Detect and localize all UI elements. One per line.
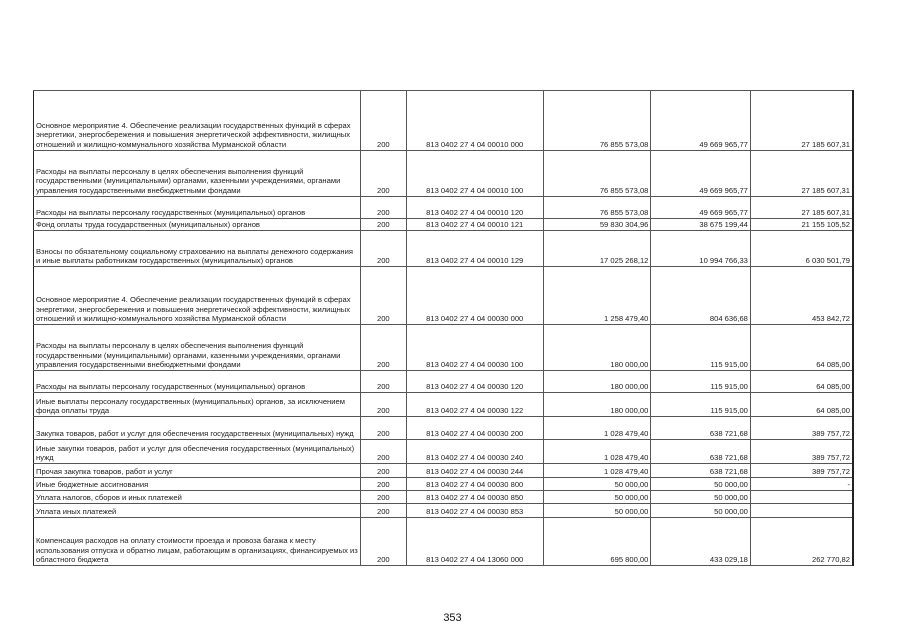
row-value-3 <box>750 491 853 504</box>
row-code: 200 <box>360 371 406 393</box>
row-kbk: 813 0402 27 4 04 00030 200 <box>406 417 543 440</box>
row-value-2: 38 675 199,44 <box>651 219 751 231</box>
row-value-3: 21 155 105,52 <box>750 219 853 231</box>
row-code: 200 <box>360 393 406 417</box>
row-value-2: 50 000,00 <box>651 491 751 504</box>
row-value-2: 50 000,00 <box>651 478 751 491</box>
row-value-1: 50 000,00 <box>543 504 651 518</box>
row-value-3: - <box>750 478 853 491</box>
row-kbk: 813 0402 27 4 04 13060 000 <box>406 518 543 566</box>
row-kbk: 813 0402 27 4 04 00030 240 <box>406 440 543 464</box>
row-name: Уплата налогов, сборов и иных платежей <box>34 491 361 504</box>
row-value-3: 64 085,00 <box>750 371 853 393</box>
row-name: Взносы по обязательному социальному страхованию на выплаты денежного содержания и иные выплаты работникам государственных (муниципальных) органов <box>34 231 361 267</box>
table-row <box>34 440 854 464</box>
table-row <box>34 518 854 566</box>
row-code: 200 <box>360 478 406 491</box>
row-code: 200 <box>360 325 406 371</box>
row-kbk: 813 0402 27 4 04 00010 129 <box>406 231 543 267</box>
row-value-3: 389 757,72 <box>750 417 853 440</box>
table-row <box>34 393 854 417</box>
row-value-3: 389 757,72 <box>750 464 853 478</box>
row-value-1: 76 855 573,08 <box>543 91 651 151</box>
row-name: Иные бюджетные ассигнования <box>34 478 361 491</box>
row-kbk: 813 0402 27 4 04 00030 000 <box>406 267 543 325</box>
row-value-1: 76 855 573,08 <box>543 151 651 197</box>
table-row <box>34 464 854 478</box>
row-name: Расходы на выплаты персоналу в целях обеспечения выполнения функций государственными (муниципальными) органами, казенными учреждениями, органами управления государственными внебюджетными фондами <box>34 325 361 371</box>
row-code: 200 <box>360 504 406 518</box>
row-name: Прочая закупка товаров, работ и услуг <box>34 464 361 478</box>
table-row <box>34 267 854 325</box>
row-name: Иные выплаты персоналу государственных (муниципальных) органов, за исключением фонда оплаты труда <box>34 393 361 417</box>
row-value-3: 262 770,82 <box>750 518 853 566</box>
row-code: 200 <box>360 197 406 219</box>
row-code: 200 <box>360 491 406 504</box>
row-value-2: 115 915,00 <box>651 393 751 417</box>
row-value-1: 695 800,00 <box>543 518 651 566</box>
row-name: Компенсация расходов на оплату стоимости проезда и провоза багажа к месту использования отпуска и обратно лицам, работающим в организациях, финансируемых из областного бюджета <box>34 518 361 566</box>
table-row <box>34 491 854 504</box>
row-code: 200 <box>360 267 406 325</box>
row-value-2: 638 721,68 <box>651 464 751 478</box>
row-kbk: 813 0402 27 4 04 00030 850 <box>406 491 543 504</box>
row-value-3: 27 185 607,31 <box>750 151 853 197</box>
table-row <box>34 231 854 267</box>
row-kbk: 813 0402 27 4 04 00010 100 <box>406 151 543 197</box>
table-row <box>34 219 854 231</box>
table-row <box>34 197 854 219</box>
row-value-3: 64 085,00 <box>750 393 853 417</box>
row-value-2: 115 915,00 <box>651 325 751 371</box>
page-number: 353 <box>443 612 462 624</box>
row-value-3: 389 757,72 <box>750 440 853 464</box>
row-name: Основное мероприятие 4. Обеспечение реализации государственных функций в сферах энергетики, энергосбережения и повышения энергетической эффективности, жилищных отношений и жилищно-коммунального хозяйства Мурманской области <box>34 91 361 151</box>
row-value-3: 27 185 607,31 <box>750 197 853 219</box>
table-row <box>34 417 854 440</box>
row-kbk: 813 0402 27 4 04 00030 800 <box>406 478 543 491</box>
row-kbk: 813 0402 27 4 04 00030 853 <box>406 504 543 518</box>
row-name: Иные закупки товаров, работ и услуг для обеспечения государственных (муниципальных) нужд <box>34 440 361 464</box>
row-value-2: 433 029,18 <box>651 518 751 566</box>
budget-table <box>33 90 854 566</box>
row-value-1: 76 855 573,08 <box>543 197 651 219</box>
table-row <box>34 325 854 371</box>
row-value-2: 49 669 965,77 <box>651 91 751 151</box>
row-value-1: 50 000,00 <box>543 491 651 504</box>
row-value-1: 1 258 479,40 <box>543 267 651 325</box>
row-value-3: 64 085,00 <box>750 325 853 371</box>
row-value-3 <box>750 504 853 518</box>
row-value-1: 1 028 479,40 <box>543 417 651 440</box>
table-row <box>34 91 854 151</box>
budget-table-body <box>34 91 854 566</box>
table-row <box>34 478 854 491</box>
row-value-2: 638 721,68 <box>651 440 751 464</box>
row-name: Фонд оплаты труда государственных (муниципальных) органов <box>34 219 361 231</box>
row-kbk: 813 0402 27 4 04 00030 122 <box>406 393 543 417</box>
row-value-1: 50 000,00 <box>543 478 651 491</box>
row-code: 200 <box>360 518 406 566</box>
row-value-3: 27 185 607,31 <box>750 91 853 151</box>
row-kbk: 813 0402 27 4 04 00030 120 <box>406 371 543 393</box>
row-kbk: 813 0402 27 4 04 00010 120 <box>406 197 543 219</box>
row-name: Расходы на выплаты персоналу в целях обеспечения выполнения функций государственными (муниципальными) органами, казенными учреждениями, органами управления государственными внебюджетными фондами <box>34 151 361 197</box>
row-name: Закупка товаров, работ и услуг для обеспечения государственных (муниципальных) нужд <box>34 417 361 440</box>
row-code: 200 <box>360 219 406 231</box>
row-code: 200 <box>360 231 406 267</box>
row-value-2: 10 994 766,33 <box>651 231 751 267</box>
table-row <box>34 151 854 197</box>
row-value-3: 453 842,72 <box>750 267 853 325</box>
row-value-1: 180 000,00 <box>543 325 651 371</box>
row-code: 200 <box>360 464 406 478</box>
table-row <box>34 504 854 518</box>
row-code: 200 <box>360 440 406 464</box>
row-value-3: 6 030 501,79 <box>750 231 853 267</box>
table-row <box>34 371 854 393</box>
row-value-2: 804 636,68 <box>651 267 751 325</box>
row-kbk: 813 0402 27 4 04 00010 121 <box>406 219 543 231</box>
row-code: 200 <box>360 151 406 197</box>
row-name: Расходы на выплаты персоналу государственных (муниципальных) органов <box>34 371 361 393</box>
row-value-1: 1 028 479,40 <box>543 440 651 464</box>
row-value-1: 59 830 304,96 <box>543 219 651 231</box>
row-code: 200 <box>360 417 406 440</box>
row-name: Расходы на выплаты персоналу государственных (муниципальных) органов <box>34 197 361 219</box>
row-value-2: 49 669 965,77 <box>651 151 751 197</box>
row-value-1: 180 000,00 <box>543 393 651 417</box>
row-value-2: 638 721,68 <box>651 417 751 440</box>
row-value-1: 17 025 268,12 <box>543 231 651 267</box>
row-value-2: 49 669 965,77 <box>651 197 751 219</box>
row-code: 200 <box>360 91 406 151</box>
row-value-2: 115 915,00 <box>651 371 751 393</box>
row-kbk: 813 0402 27 4 04 00030 100 <box>406 325 543 371</box>
row-value-1: 1 028 479,40 <box>543 464 651 478</box>
row-name: Основное мероприятие 4. Обеспечение реализации государственных функций в сферах энергетики, энергосбережения и повышения энергетической эффективности, жилищных отношений и жилищно-коммунального хозяйства Мурманской области <box>34 267 361 325</box>
row-value-1: 180 000,00 <box>543 371 651 393</box>
row-value-2: 50 000,00 <box>651 504 751 518</box>
row-name: Уплата иных платежей <box>34 504 361 518</box>
row-kbk: 813 0402 27 4 04 00030 244 <box>406 464 543 478</box>
row-kbk: 813 0402 27 4 04 00010 000 <box>406 91 543 151</box>
